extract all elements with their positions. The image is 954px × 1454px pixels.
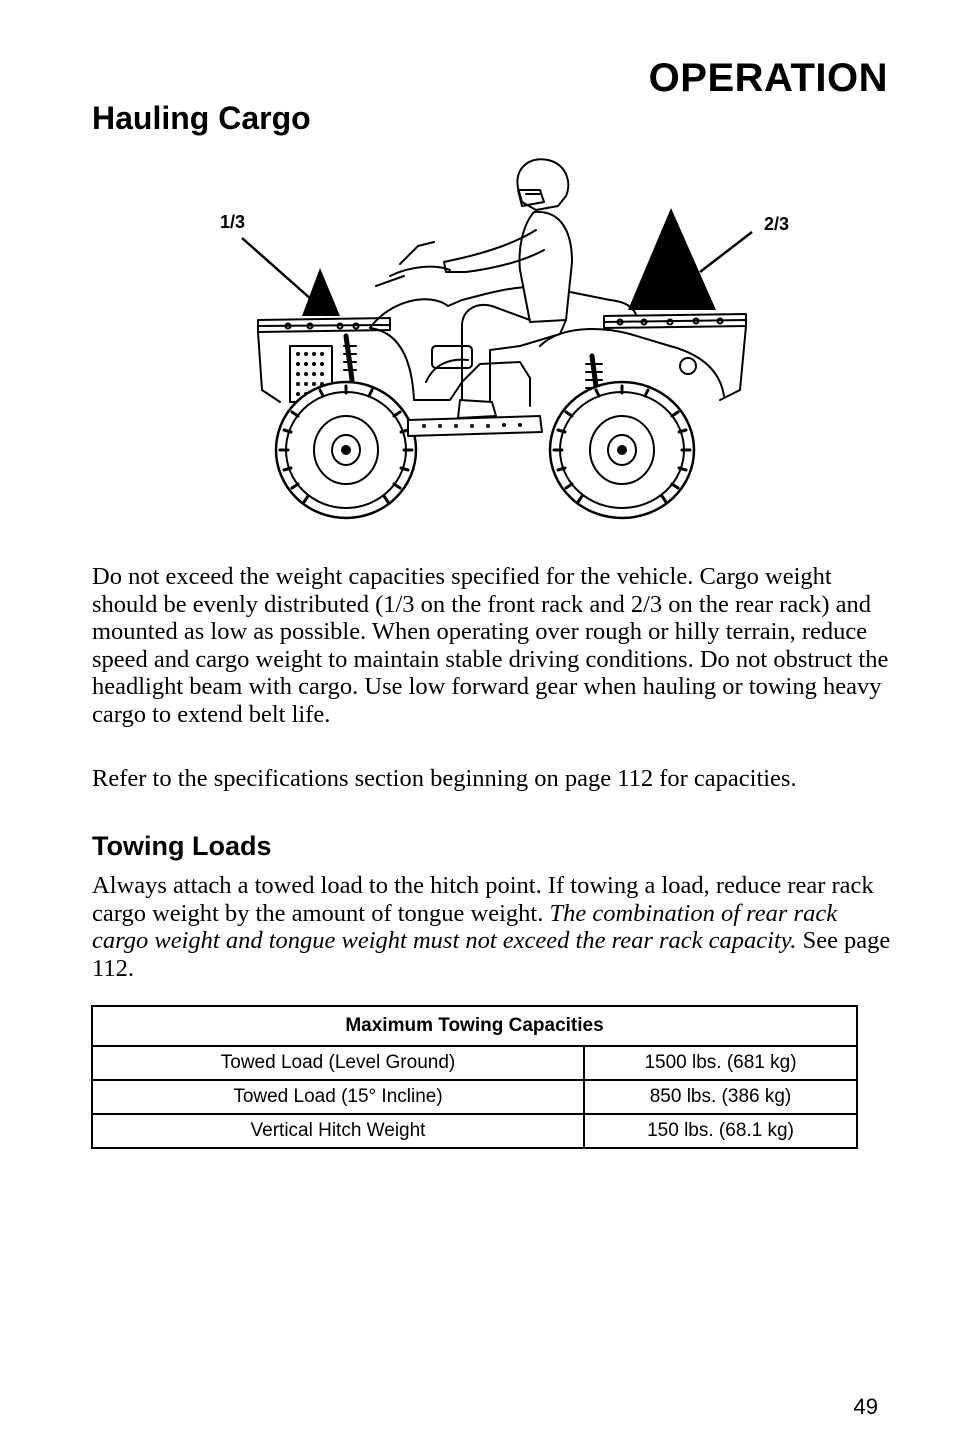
table-header-row — [92, 1006, 857, 1046]
table-cell-value: 1500 lbs. (681 kg) — [584, 1046, 857, 1080]
rear-load-label: 2/3 — [764, 214, 790, 234]
rear-load-triangle — [628, 208, 716, 310]
section-title: OPERATION — [648, 56, 888, 100]
towing-capacity-table — [91, 1005, 858, 1149]
rear-leader-line — [700, 232, 752, 272]
front-leader-line — [242, 238, 312, 300]
atv-cargo-figure — [200, 150, 820, 520]
table-row — [92, 1080, 857, 1114]
table-cell-label: Towed Load (Level Ground) — [92, 1046, 584, 1080]
towing-text-1: Always attach a towed load to the hitch point. If towing a load, reduce rear rack cargo weight by the amount of tongue weight. — [92, 872, 874, 927]
table-cell-label: Towed Load (15° Incline) — [92, 1080, 584, 1114]
table-cell-label: Vertical Hitch Weight — [92, 1114, 584, 1148]
table-row — [92, 1046, 857, 1080]
specifications-reference: Refer to the specifications section beginning on page 112 for capacities. — [92, 765, 797, 792]
towing-text-2: See page 112. — [92, 927, 891, 982]
towing-loads-heading: Towing Loads — [92, 831, 272, 861]
table-cell-value: 150 lbs. (68.1 kg) — [584, 1114, 857, 1148]
hauling-paragraph: Do not exceed the weight capacities specified for the vehicle. Cargo weight should be evenly distributed (1/3 on the front rack and 2/3 on the rear rack) and mounted as low as possible. When operating over rough or hilly terrain, reduce speed and cargo weight to maintain stable driving conditions. Do not obstruct the headlight beam with cargo. Use low forward gear when hauling or towing heavy cargo to extend belt life. — [92, 563, 889, 728]
table-row — [92, 1114, 857, 1148]
front-load-triangle — [302, 268, 340, 316]
page-heading: Hauling Cargo — [92, 100, 311, 136]
towing-text-emphasis: The combination of rear rack cargo weight and tongue weight must not exceed the rear rack capacity. — [92, 899, 838, 955]
towing-paragraph — [92, 872, 892, 982]
table-title: Maximum Towing Capacities — [92, 1006, 857, 1046]
page-number: 49 — [853, 1394, 878, 1419]
front-load-label: 1/3 — [220, 212, 246, 232]
table-cell-value: 850 lbs. (386 kg) — [584, 1080, 857, 1114]
